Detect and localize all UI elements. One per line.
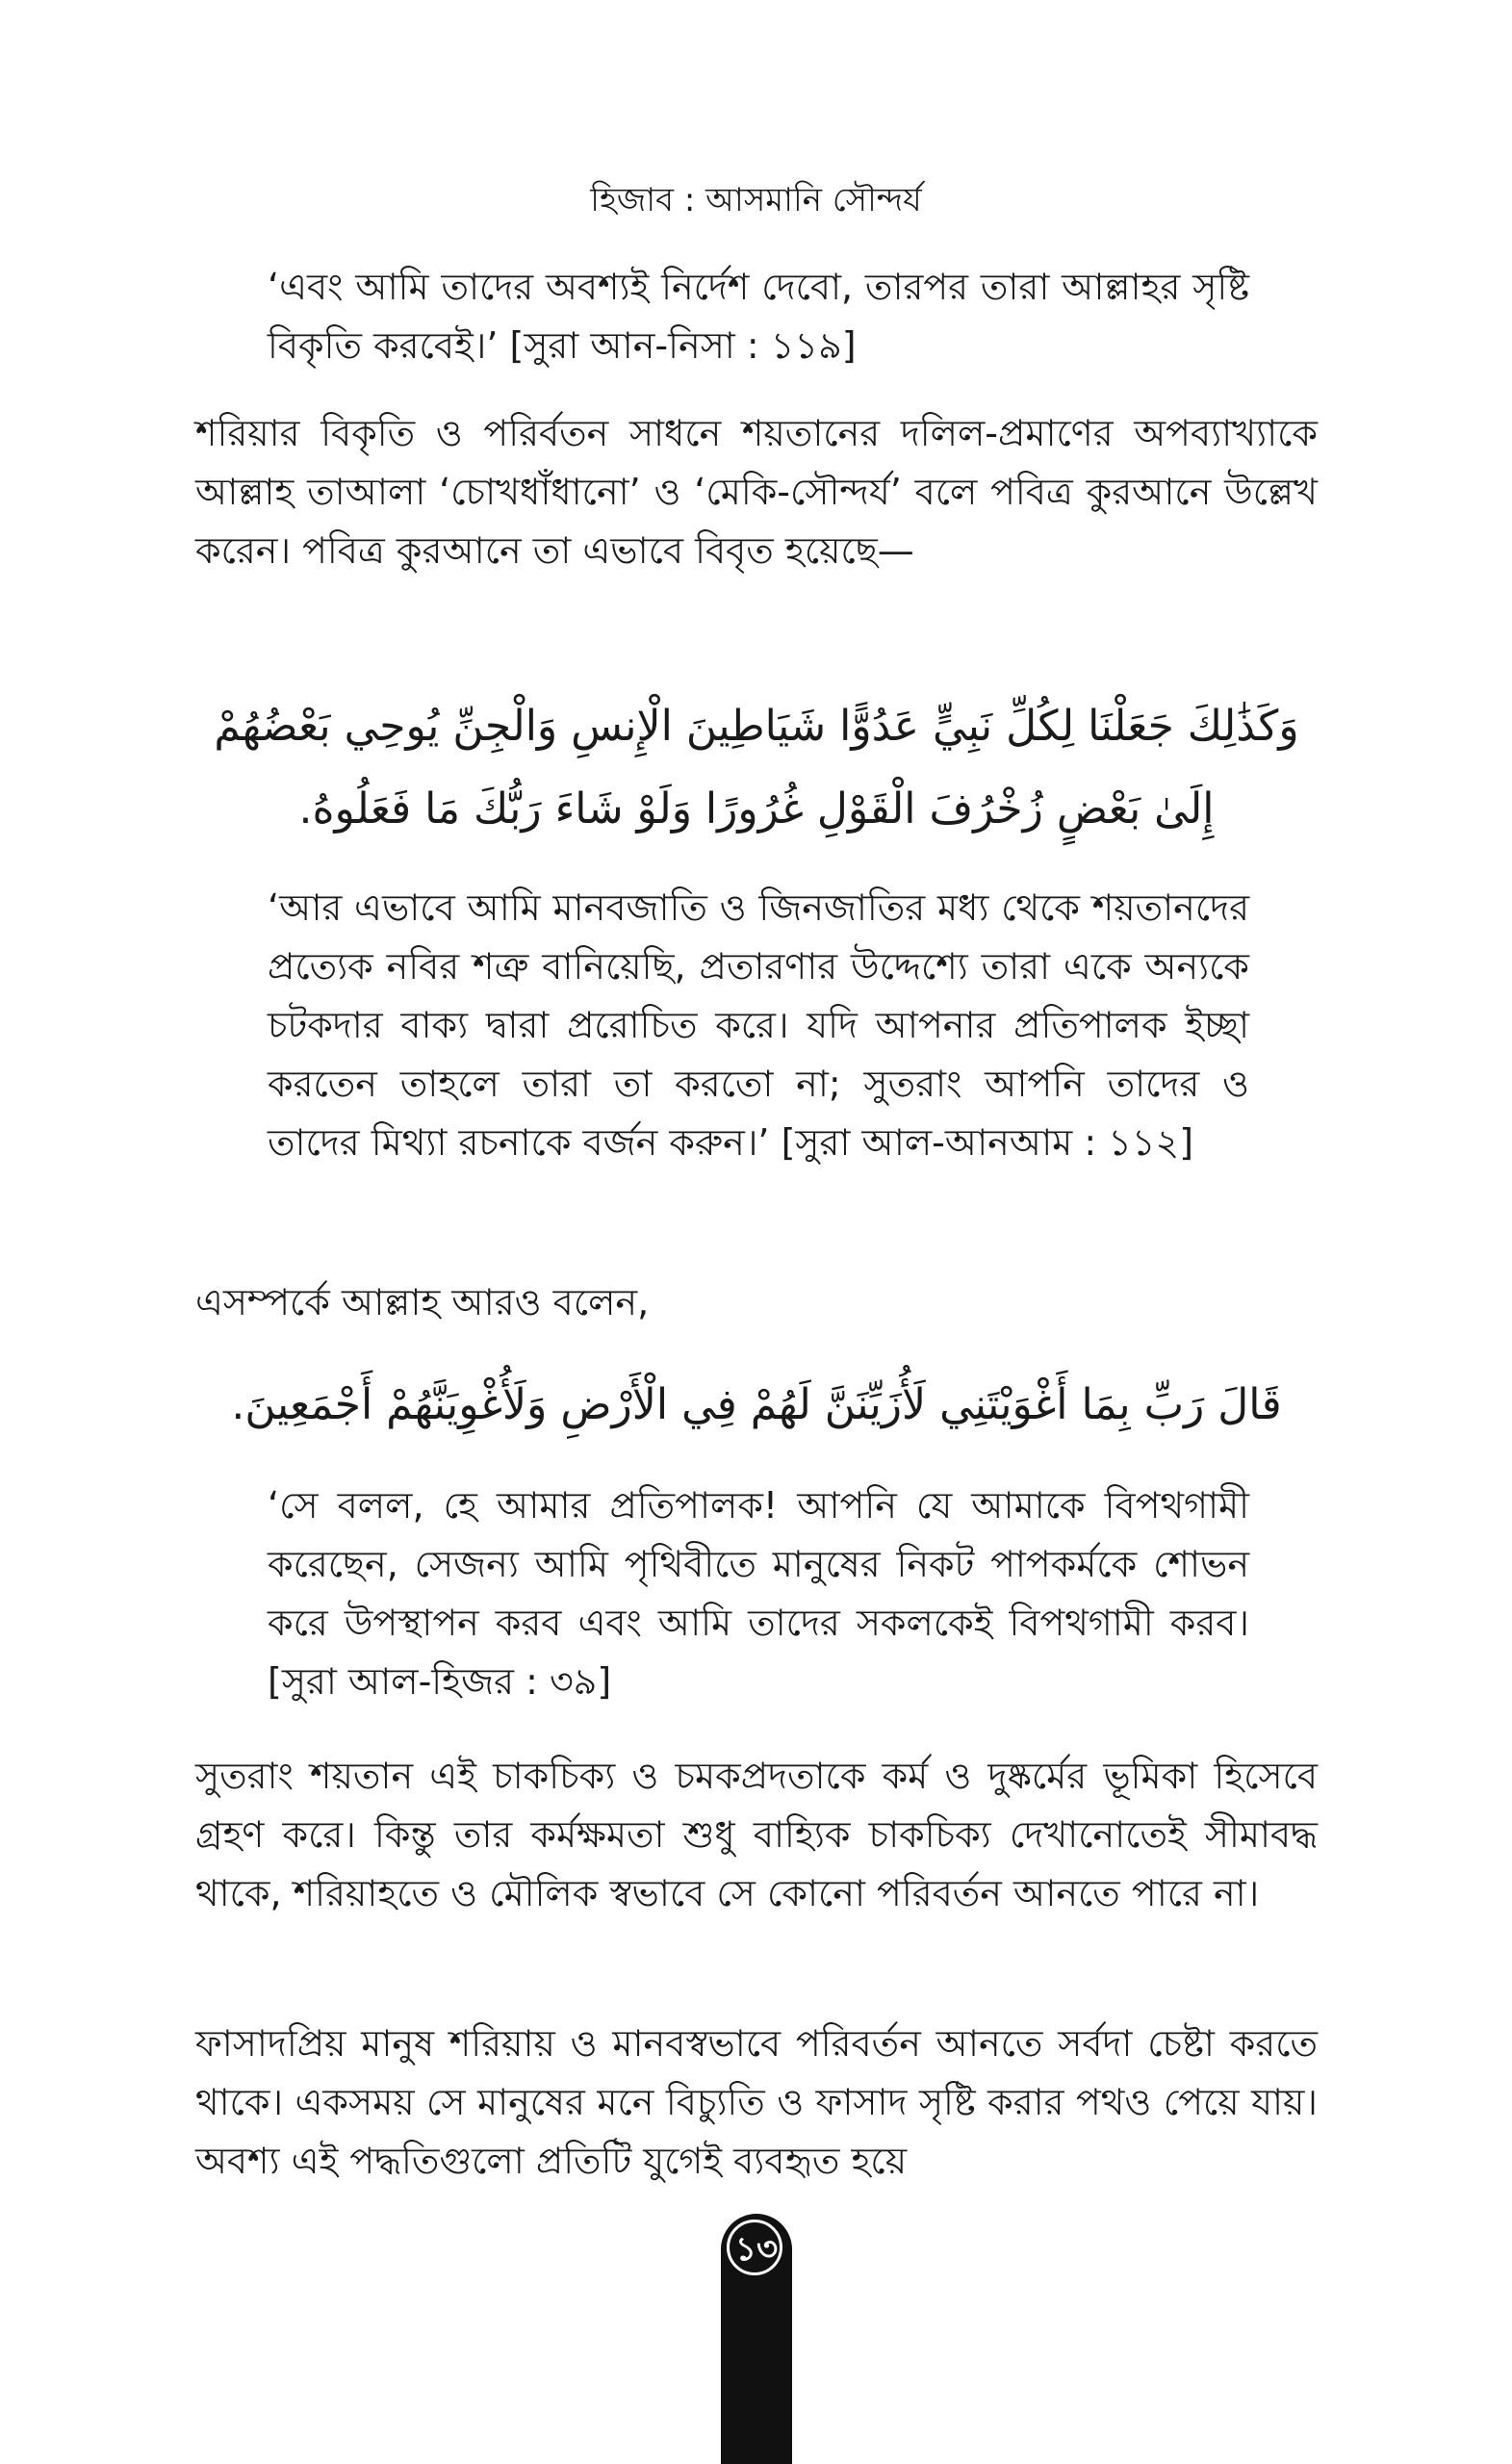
paragraph-shariah-distortion — [195, 404, 1318, 580]
quote-hijr-text: ‘সে বলল, হে আমার প্রতিপালক! আপনি যে আমাকে বিপথগামী করেছেন, সেজন্য আমি পৃথিবীতে মানুষের নিকট পাপকর্মকে শোভন করে উপস্থাপন করব এবং আমি তাদের সকলকেই বিপথগামী করব। [সুরা আল-হিজর : ৩৯] — [268, 1484, 1249, 1703]
page-number: ১৩ — [734, 2230, 779, 2269]
paragraph-shaytan-glitter — [195, 1747, 1318, 1923]
paragraph-text: ফাসাদপ্রিয় মানুষ শরিয়ায় ও মানবস্বভাবে পরিবর্তন আনতে সর্বদা চেষ্টা করতে থাকে। একসময় সে মানুষের মনে বিচ্যুতি ও ফাসাদ সৃষ্টি করার পথও পেয়ে যায়। অবশ্য এই পদ্ধতিগুলো প্রতিটি যুগেই ব্যবহৃত হয়ে — [195, 2022, 1318, 2182]
quote-anam — [268, 879, 1249, 1172]
quote-hijr — [268, 1476, 1249, 1711]
quote-nisa — [268, 258, 1249, 375]
paragraph-text: শরিয়ার বিকৃতি ও পরির্বতন সাধনে শয়তানের দলিল-প্রমাণের অপব্যাখ্যাকে আল্লাহ তাআলা ‘চোখধাঁধানো’ ও ‘মেকি-সৌন্দর্য’ বলে পবিত্র কুরআনে উল্লেখ করেন। পবিত্র কুরআনে তা এভাবে বিবৃত হয়েছে— — [195, 412, 1318, 572]
paragraph-intro-hijr — [195, 1273, 1318, 1332]
arabic-verse-hijr: قَالَ رَبِّ بِمَا أَغْوَيْتَنِي لَأُزَيِّنَنَّ لَهُمْ فِي الْأَرْضِ وَلَأُغْوِيَنَّهُمْ أَجْمَعِينَ. — [231, 1380, 1282, 1429]
paragraph-text: এসম্পর্কে আল্লাহ আরও বলেন, — [195, 1281, 650, 1323]
paragraph-corrupt-people — [195, 2015, 1318, 2191]
arabic-verse-anam: وَكَذَٰلِكَ جَعَلْنَا لِكُلِّ نَبِيٍّ عَدُوًّا شَيَاطِينَ الْإِنسِ وَالْجِنِّ يُوحِي بَعْضُهُمْ إِلَىٰ بَعْضٍ زُخْرُفَ الْقَوْلِ غُرُورًا وَلَوْ شَاءَ رَبُّكَ مَا فَعَلُوهُ. — [214, 702, 1299, 834]
running-title: হিজাব : আসমানি সৌন্দর্য — [590, 181, 922, 219]
quote-anam-text: ‘আর এভাবে আমি মানবজাতি ও জিনজাতির মধ্য থেকে শয়তানদের প্রত্যেক নবির শত্রু বানিয়েছি, প্রতারণার উদ্দেশ্যে তারা একে অন্যকে চটকদার বাক্য দ্বারা প্ররোচিত করে। যদি আপনার প্রতিপালক ইচ্ছা করতেন তাহলে তারা তা করতো না; সুতরাং আপনি তাদের ও তাদের মিথ্যা রচনাকে বর্জন করুন।’ [সুরা আল-আনআম : ১১২] — [268, 886, 1249, 1164]
quote-nisa-text: ‘এবং আমি তাদের অবশ্যই নির্দেশ দেবো, তারপর তারা আল্লাহর সৃষ্টি বিকৃতি করবেই।’ [সুরা আন-নিসা : ১১৯] — [268, 266, 1249, 367]
paragraph-text: সুতরাং শয়তান এই চাকচিক্য ও চমকপ্রদতাকে কর্ম ও দুষ্কর্মের ভূমিকা হিসেবে গ্রহণ করে। কিন্তু তার কর্মক্ষমতা শুধু বাহ্যিক চাকচিক্য দেখানোতেই সীমাবদ্ধ থাকে, শরিয়াহতে ও মৌলিক স্বভাবে সে কোনো পরিবর্তন আনতে পারে না। — [195, 1755, 1318, 1914]
